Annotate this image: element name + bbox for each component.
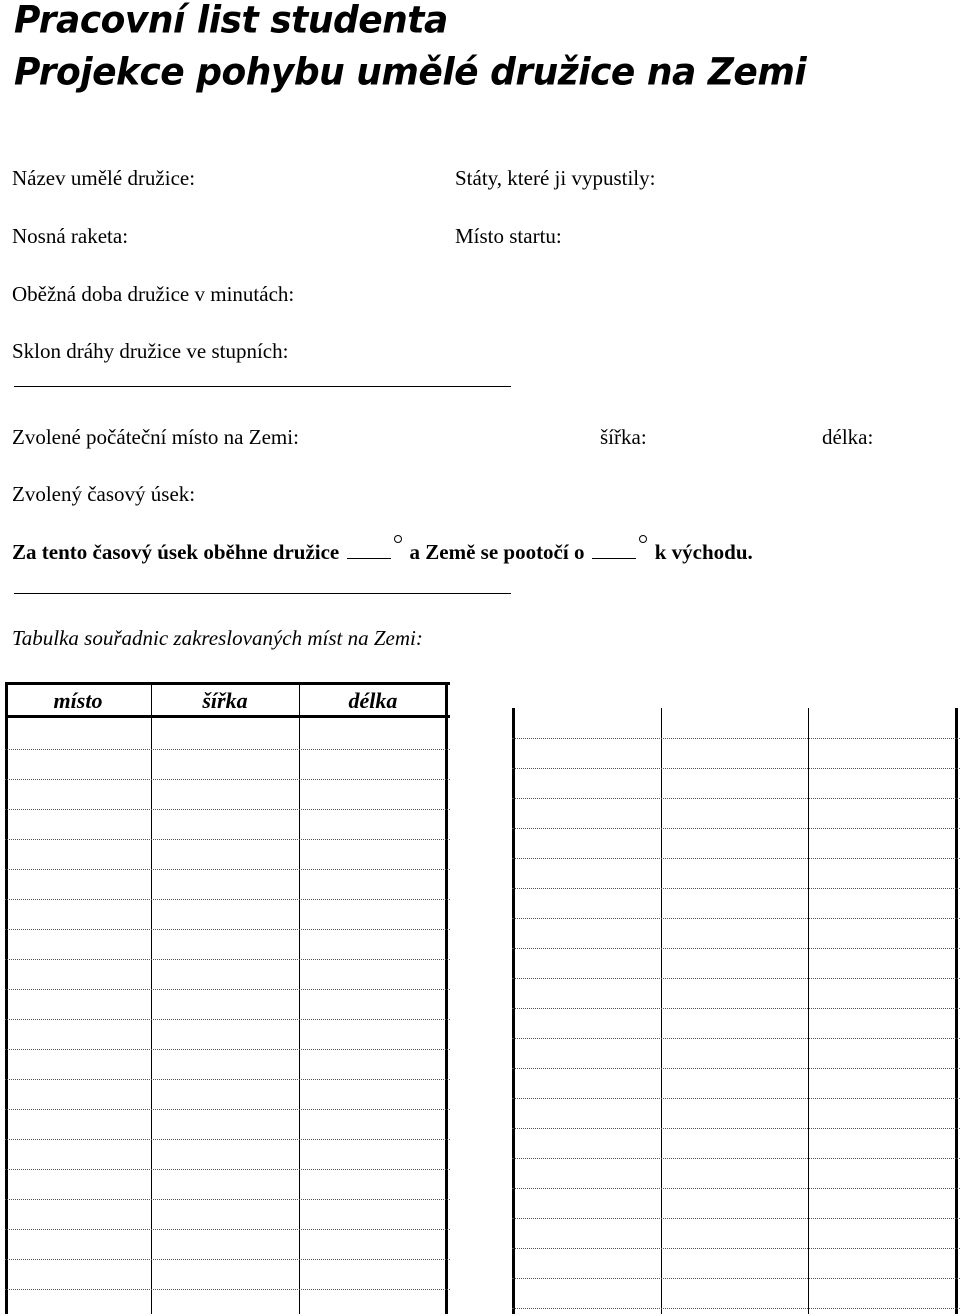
degree-symbol [639,549,649,559]
table-row-line [5,1229,450,1230]
coordinates-table-right [512,708,960,1314]
table-row-line [512,1008,960,1009]
orbital-period-label: Oběžná doba družice v minutách: [12,282,295,306]
table-row-line [512,1188,960,1189]
table-row-line [5,1079,450,1080]
worksheet-subtitle: Projekce pohybu umělé družice na Zemi [14,50,807,95]
column-header-latitude: šířka [202,688,248,713]
table-row-line [512,768,960,769]
table-row-line [5,1139,450,1140]
rotation-blank[interactable] [592,540,636,559]
launch-site-label: Místo startu: [455,224,562,248]
table-row-line [512,888,960,889]
table-row-line [5,1289,450,1290]
table-row-line [5,899,450,900]
time-interval-label: Zvolený časový úsek: [12,482,196,506]
table-row-line [5,1199,450,1200]
table-row-line [5,1019,450,1020]
table-row-line [5,749,450,750]
table-row-line [512,1038,960,1039]
table-caption: Tabulka souřadnic zakreslovaných míst na Zemi: [12,626,423,650]
longitude-label: délka: [822,425,874,449]
table-row-line [512,828,960,829]
table-row-line [512,1248,960,1249]
table-row-line [5,1109,450,1110]
rotation-sentence [12,540,753,565]
table-row-line [5,959,450,960]
carrier-rocket-label: Nosná raketa: [12,224,129,248]
worksheet-title: Pracovní list studenta [14,0,448,43]
table-row-line [512,798,960,799]
table-row-line [512,1128,960,1129]
table-row-line [512,978,960,979]
table-row-line [5,989,450,990]
inclination-label: Sklon dráhy družice ve stupních: [12,339,289,363]
latitude-label: šířka: [600,425,647,449]
degree-symbol [394,549,404,559]
start-place-label: Zvolené počáteční místo na Zemi: [12,425,299,449]
table-row-line [512,1158,960,1159]
sentence-part-1: Za tento časový úsek oběhne družice [12,540,340,564]
table-row-line [512,1308,960,1309]
separator-line [14,386,511,387]
sentence-part-3: k východu. [654,540,753,564]
table-row-line [512,1068,960,1069]
table-row-line [5,929,450,930]
table-row-line [512,738,960,739]
table-row-line [512,1278,960,1279]
sentence-part-2: a Země se pootočí o [409,540,585,564]
satellite-name-label: Název umělé družice: [12,166,196,190]
separator-line [14,593,511,594]
table-row-line [5,779,450,780]
launching-states-label: Státy, které ji vypustily: [455,166,656,190]
orbits-blank[interactable] [347,540,391,559]
column-header-place: místo [53,688,103,713]
table-row-line [5,1169,450,1170]
table-row-line [5,869,450,870]
table-row-line [512,918,960,919]
table-row-line [512,1098,960,1099]
table-row-line [512,1218,960,1219]
table-row-line [512,858,960,859]
column-header-longitude: délka [348,688,398,713]
coordinates-table-left [5,682,450,1314]
table-row-line [5,1049,450,1050]
table-row-line [512,948,960,949]
table-row-line [5,809,450,810]
table-row-line [5,839,450,840]
table-row-line [5,1259,450,1260]
